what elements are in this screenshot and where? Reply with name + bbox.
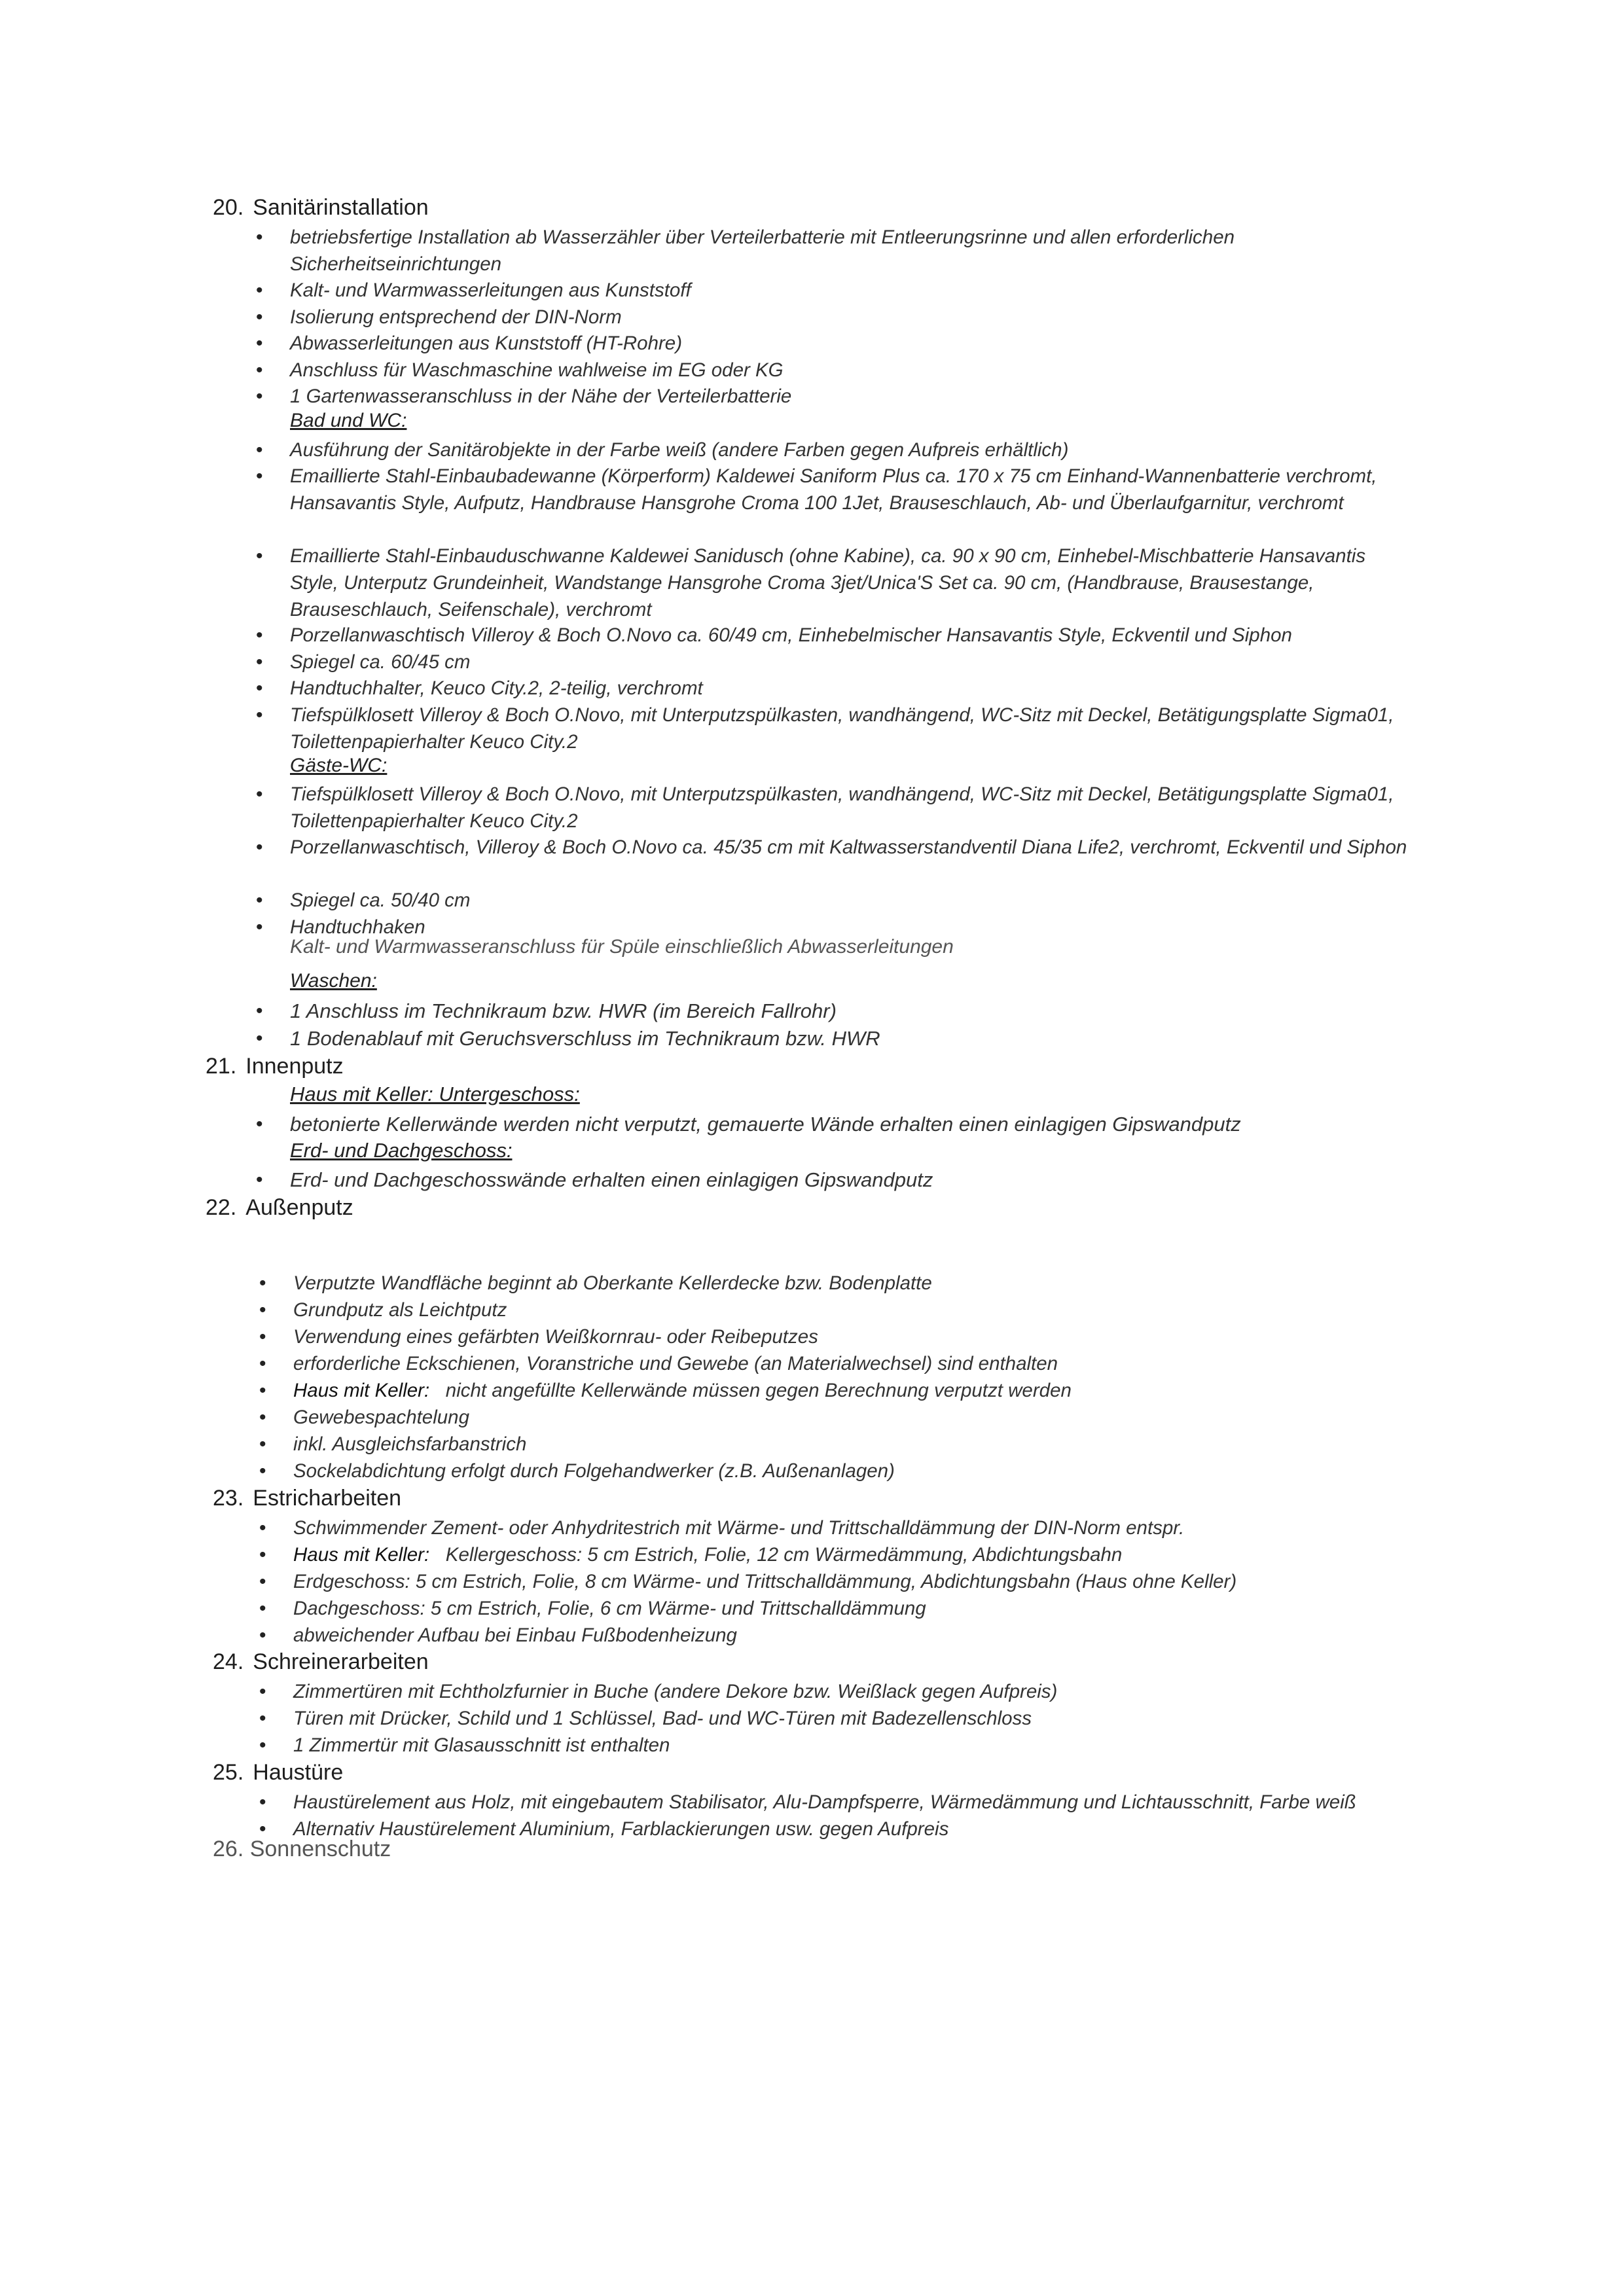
section-20-heading: [213, 195, 429, 221]
list-item: • betonierte Kellerwände werden nicht verputzt, gemauerte Wände erhalten einen einlagigen Gipswandputz: [290, 1111, 1416, 1138]
section-title: Außenputz: [245, 1195, 353, 1220]
bullet-icon: •: [259, 1734, 266, 1756]
list-item: • Porzellanwaschtisch Villeroy & Boch O.Novo ca. 60/49 cm, Einhebelmischer Hansavantis Style, Eckventil und Siphon: [290, 622, 1416, 649]
bullet-icon: •: [256, 545, 263, 567]
list-item: • Emaillierte Stahl-Einbauduschwanne Kaldewei Sanidusch (ohne Kabine), ca. 90 x 90 cm, Einhebel-Mischbatterie Hansavantis Style, Unterputz Grundeinheit, Wandstange Hansgrohe Croma 3jet/Unica'S Set ca. 90 cm, (Handbrause, Brausestange, Brauseschlauch, Seifenschale), verchromt: [290, 543, 1416, 623]
list-item: • betriebsfertige Installation ab Wasserzähler über Verteilerbatterie mit Entleerungsrinne und allen erforderlichen Sicherheitseinrichtungen: [290, 224, 1416, 278]
section-number: 24.: [213, 1649, 244, 1674]
haus-mit-keller-label: Haus mit Keller:: [293, 1380, 430, 1401]
list-item: • Anschluss für Waschmaschine wahlweise im EG oder KG: [290, 357, 1416, 384]
list-item: • Isolierung entsprechend der DIN-Norm: [290, 304, 1416, 331]
list-item: • Haus mit Keller: nicht angefüllte Kellerwände müssen gegen Berechnung verputzt werden: [293, 1377, 1419, 1404]
list-item: • Emaillierte Stahl-Einbaubadewanne (Körperform) Kaldewei Saniform Plus ca. 170 x 75 cm Einhand-Wannenbatterie verchromt, Hansavantis Style, Aufputz, Handbrause Hansgrohe Croma 100 1Jet, Brauseschlauch, Ab- und Überlaufgarnitur, verchromt: [290, 463, 1416, 516]
section-number: 22.: [206, 1195, 237, 1220]
list-item: • Spiegel ca. 50/40 cm: [290, 887, 1416, 914]
list-item: • Grundputz als Leichtputz: [293, 1297, 1419, 1323]
bullet-icon: •: [256, 386, 263, 407]
bullet-icon: •: [259, 1818, 266, 1840]
bullet-icon: •: [259, 1571, 266, 1592]
bullet-icon: •: [259, 1407, 266, 1428]
bullet-icon: •: [259, 1544, 266, 1566]
bullet-icon: •: [259, 1272, 266, 1294]
bullet-icon: •: [256, 306, 263, 328]
bullet-icon: •: [259, 1517, 266, 1539]
section-24-heading: [213, 1649, 429, 1675]
section-title: Estricharbeiten: [253, 1486, 402, 1511]
section-21-heading: [206, 1054, 344, 1079]
section-number: 21.: [206, 1054, 237, 1079]
list-item: • Tiefspülklosett Villeroy & Boch O.Novo, mit Unterputzspülkasten, wandhängend, WC-Sitz mit Deckel, Betätigungsplatte Sigma01, Toilettenpapierhalter Keuco City.2: [290, 702, 1416, 755]
bullet-icon: •: [256, 1000, 263, 1022]
bullet-icon: •: [259, 1299, 266, 1321]
bullet-icon: •: [256, 889, 263, 911]
section-number: 25.: [213, 1760, 244, 1785]
list-item: • Handtuchhaken: [290, 914, 1416, 941]
list-item: • Abwasserleitungen aus Kunststoff (HT-Rohre): [290, 330, 1416, 357]
section-number: 20.: [213, 195, 244, 220]
subheading-haus-mit-keller: Haus mit Keller: Untergeschoss:: [290, 1083, 580, 1105]
list-item: • Zimmertüren mit Echtholzfurnier in Buche (andere Dekore bzw. Weißlack gegen Aufpreis): [293, 1678, 1419, 1705]
bullet-icon: •: [256, 836, 263, 858]
section-25-heading: [213, 1760, 343, 1785]
section-22-heading: [206, 1195, 353, 1221]
subheading-erd-dachgeschoss: Erd- und Dachgeschoss:: [290, 1139, 513, 1162]
list-item: • Tiefspülklosett Villeroy & Boch O.Novo, mit Unterputzspülkasten, wandhängend, WC-Sitz mit Deckel, Betätigungsplatte Sigma01, Toilettenpapierhalter Keuco City.2: [290, 781, 1416, 834]
bullet-icon: •: [256, 624, 263, 646]
list-item: • Spiegel ca. 60/45 cm: [290, 649, 1416, 675]
subheading-gaeste-wc: Gäste-WC:: [290, 755, 388, 776]
clipped-section-heading: 26. Sonnenschutz: [213, 1837, 391, 1861]
list-item: • Erdgeschoss: 5 cm Estrich, Folie, 8 cm Wärme- und Trittschalldämmung, Abdichtungsbahn (Haus ohne Keller): [293, 1568, 1419, 1595]
list-item: • Haus mit Keller: Kellergeschoss: 5 cm Estrich, Folie, 12 cm Wärmedämmung, Abdichtungsbahn: [293, 1541, 1419, 1568]
bullet-icon: •: [256, 439, 263, 461]
bullet-icon: •: [256, 279, 263, 301]
list-item: • 1 Gartenwasseranschluss in der Nähe der Verteilerbatterie: [290, 383, 1416, 410]
bullet-icon: •: [256, 677, 263, 699]
subheading-bad-wc: Bad und WC:: [290, 410, 407, 431]
subheading-waschen: Waschen:: [290, 970, 377, 992]
list-item: • inkl. Ausgleichsfarbanstrich: [293, 1431, 1419, 1458]
section-title: Innenputz: [245, 1054, 344, 1079]
list-item: • Erd- und Dachgeschosswände erhalten einen einlagigen Gipswandputz: [290, 1166, 1416, 1193]
list-item: • Ausführung der Sanitärobjekte in der Farbe weiß (andere Farben gegen Aufpreis erhältlich): [290, 437, 1416, 463]
list-item: • 1 Anschluss im Technikraum bzw. HWR (im Bereich Fallrohr): [290, 997, 1416, 1024]
bullet-icon: •: [259, 1624, 266, 1646]
list-item: • Gewebespachtelung: [293, 1404, 1419, 1431]
list-item: • erforderliche Eckschienen, Voranstriche und Gewebe (an Materialwechsel) sind enthalten: [293, 1350, 1419, 1377]
bullet-icon: •: [256, 226, 263, 248]
list-item: • abweichender Aufbau bei Einbau Fußbodenheizung: [293, 1622, 1419, 1649]
list-item: • Alternativ Haustürelement Aluminium, Farblackierungen usw. gegen Aufpreis: [293, 1816, 1419, 1842]
section-title: Haustüre: [253, 1760, 344, 1785]
haus-mit-keller-label: Haus mit Keller:: [293, 1544, 430, 1566]
list-item: • Haustürelement aus Holz, mit eingebautem Stabilisator, Alu-Dampfsperre, Wärmedämmung und Lichtausschnitt, Farbe weiß: [293, 1789, 1458, 1816]
list-item: • Sockelabdichtung erfolgt durch Folgehandwerker (z.B. Außenanlagen): [293, 1458, 1419, 1484]
bullet-icon: •: [259, 1708, 266, 1729]
section-number: 23.: [213, 1486, 244, 1511]
list-item: • Türen mit Drücker, Schild und 1 Schlüssel, Bad- und WC-Türen mit Badezellenschloss: [293, 1705, 1419, 1732]
bullet-icon: •: [256, 704, 263, 726]
list-item: • Dachgeschoss: 5 cm Estrich, Folie, 6 cm Wärme- und Trittschalldämmung: [293, 1595, 1419, 1622]
bullet-icon: •: [259, 1326, 266, 1348]
bullet-icon: •: [259, 1791, 266, 1813]
bullet-icon: •: [259, 1380, 266, 1401]
bullet-icon: •: [256, 783, 263, 805]
list-item: • Kalt- und Warmwasserleitungen aus Kunststoff: [290, 277, 1416, 304]
bullet-icon: •: [259, 1681, 266, 1702]
section-23-heading: [213, 1486, 401, 1511]
bullet-icon: •: [256, 332, 263, 354]
bullet-icon: •: [259, 1460, 266, 1482]
list-item: • 1 Bodenablauf mit Geruchsverschluss im Technikraum bzw. HWR: [290, 1025, 1416, 1052]
list-item: • 1 Zimmertür mit Glasausschnitt ist enthalten: [293, 1732, 1419, 1759]
bullet-icon: •: [256, 916, 263, 938]
list-item: • Porzellanwaschtisch, Villeroy & Boch O.Novo ca. 45/35 cm mit Kaltwasserstandventil Diana Life2, verchromt, Eckventil und Siphon: [290, 834, 1416, 861]
bullet-icon: •: [256, 1028, 263, 1049]
list-item: • Schwimmender Zement- oder Anhydritestrich mit Wärme- und Trittschalldämmung der DIN-Norm entspr.: [293, 1515, 1419, 1541]
list-item: • Handtuchhalter, Keuco City.2, 2-teilig, verchromt: [290, 675, 1416, 702]
section-title: Sanitärinstallation: [253, 195, 429, 220]
clipped-text-line: Kalt- und Warmwasseranschluss für Spüle einschließlich Abwasserleitungen: [290, 936, 954, 958]
bullet-icon: •: [259, 1598, 266, 1619]
bullet-icon: •: [256, 651, 263, 673]
list-item: • Verputzte Wandfläche beginnt ab Oberkante Kellerdecke bzw. Bodenplatte: [293, 1270, 1419, 1297]
bullet-icon: •: [256, 1113, 263, 1135]
bullet-icon: •: [256, 359, 263, 381]
list-item: • Verwendung eines gefärbten Weißkornrau- oder Reibeputzes: [293, 1323, 1419, 1350]
bullet-icon: •: [256, 1169, 263, 1191]
section-title: Schreinerarbeiten: [253, 1649, 429, 1674]
bullet-icon: •: [256, 465, 263, 487]
bullet-icon: •: [259, 1433, 266, 1455]
bullet-icon: •: [259, 1353, 266, 1374]
